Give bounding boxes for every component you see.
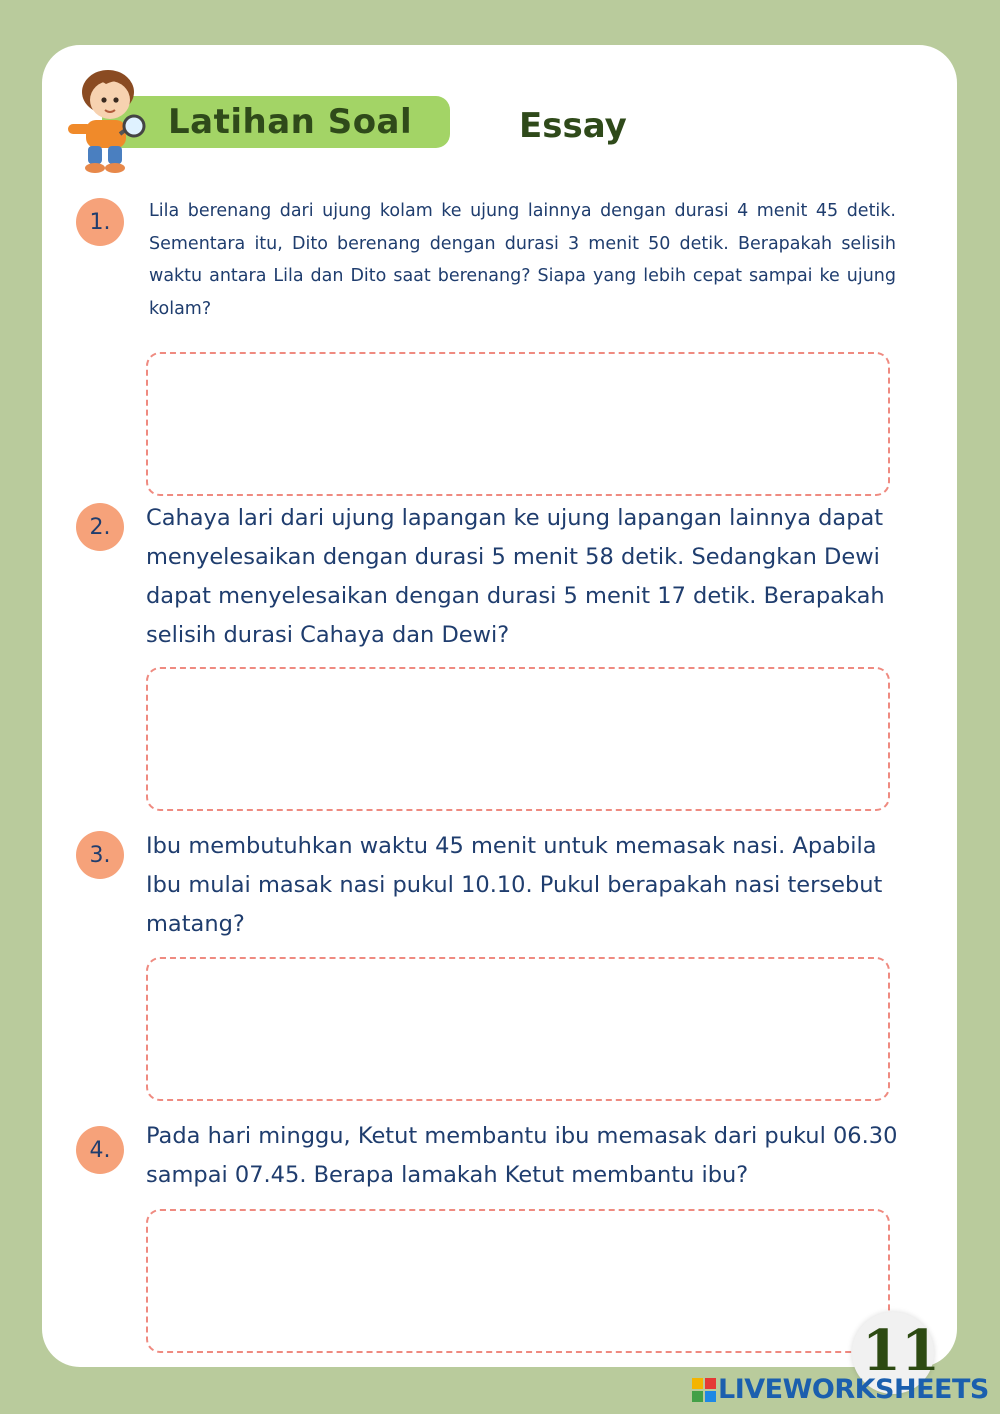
question-3-number-badge: 3. <box>76 831 124 879</box>
brand-name[interactable]: LIVEWORKSHEETS <box>718 1374 989 1405</box>
question-3-text: Ibu membutuhkan waktu 45 menit untuk memasak nasi. Apabila Ibu mulai masak nasi pukul 10.10. Pukul berapakah nasi tersebut matang? <box>146 833 883 937</box>
question-1-answer-box[interactable] <box>146 352 890 496</box>
question-2-number-badge: 2. <box>76 503 124 551</box>
question-4-number-badge: 4. <box>76 1126 124 1174</box>
liveworksheets-logo-icon <box>692 1378 716 1402</box>
question-4-text: Pada hari minggu, Ketut membantu ibu memasak dari pukul 06.30 sampai 07.45. Berapa lamakah Ketut membantu ibu? <box>146 1123 898 1188</box>
question-3-answer-box[interactable] <box>146 957 890 1101</box>
question-4-answer-box[interactable] <box>146 1209 890 1353</box>
section-subtitle: Essay <box>519 106 627 146</box>
question-2-text: Cahaya lari dari ujung lapangan ke ujung lapangan lainnya dapat menyelesaikan dengan durasi 5 menit 58 detik. Sedangkan Dewi dapat menyelesaikan dengan durasi 5 menit 17 detik. Berapakah selisih durasi Cahaya dan Dewi? <box>146 505 885 648</box>
page-number: 11 <box>862 1318 940 1384</box>
kid-with-magnifier-icon <box>58 64 154 176</box>
page-title: Latihan Soal <box>168 102 413 142</box>
question-2-answer-box[interactable] <box>146 667 890 811</box>
question-3-answer-input[interactable] <box>148 959 888 1099</box>
question-1-text: Lila berenang dari ujung kolam ke ujung lainnya dengan durasi 4 menit 45 detik. Sementara itu, Dito berenang dengan durasi 3 menit 50 detik. Berapakah selisih waktu antara Lila dan Dito saat berenang? Siapa yang lebih cepat sampai ke ujung kolam? <box>149 201 896 319</box>
question-1-number-badge: 1. <box>76 198 124 246</box>
question-1-answer-input[interactable] <box>148 354 888 494</box>
question-2-answer-input[interactable] <box>148 669 888 809</box>
question-4-answer-input[interactable] <box>148 1211 888 1351</box>
